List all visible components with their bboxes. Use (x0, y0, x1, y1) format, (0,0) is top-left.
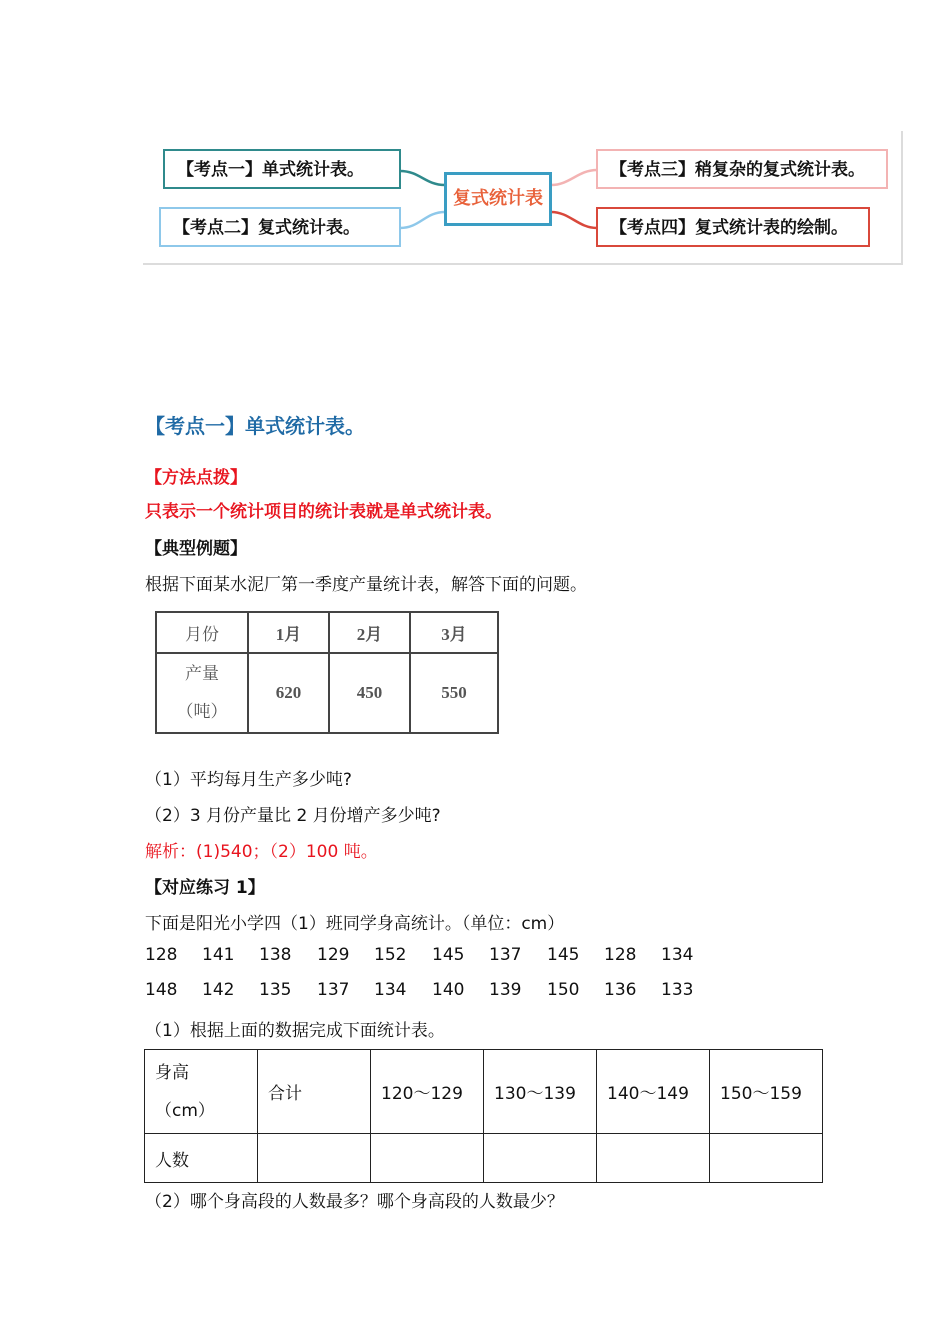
practice-intro: 下面是阳光小学四（1）班同学身高统计。（单位：cm） (145, 914, 565, 934)
month-1: 1月 (248, 612, 329, 653)
col-120-129: 120～129 (371, 1050, 484, 1134)
count-cell[interactable] (710, 1134, 823, 1183)
question-1: （1）平均每月生产多少吨? (145, 770, 352, 790)
connector-1 (400, 171, 445, 185)
method-text: 只表示一个统计项目的统计表就是单式统计表。 (145, 502, 502, 522)
col-140-149: 140～149 (597, 1050, 710, 1134)
example-title: 【典型例题】 (145, 539, 247, 559)
table-header-label: 月份 (156, 612, 248, 653)
row-label: 产量 （吨） (156, 653, 248, 733)
value-3: 550 (410, 653, 498, 733)
question-2: （2）3 月份产量比 2 月份增产多少吨? (145, 806, 441, 826)
mindmap-center: 复式统计表 (444, 172, 552, 226)
col-150-159: 150～159 (710, 1050, 823, 1134)
mindmap-node-1: 【考点一】单式统计表。 (163, 149, 401, 189)
count-cell[interactable] (597, 1134, 710, 1183)
col-130-139: 130～139 (484, 1050, 597, 1134)
practice-title: 【对应练习 1】 (145, 878, 265, 898)
mindmap-node-3: 【考点三】稍复杂的复式统计表。 (596, 149, 888, 189)
practice-question-2: （2）哪个身高段的人数最多？哪个身高段的人数最少？ (145, 1192, 564, 1212)
mindmap-node-2: 【考点二】复式统计表。 (159, 207, 401, 247)
count-cell[interactable] (258, 1134, 371, 1183)
count-cell[interactable] (484, 1134, 597, 1183)
height-table (144, 1049, 823, 1183)
answer: 解析：(1)540；（2）100 吨。 (145, 842, 378, 862)
month-2: 2月 (329, 612, 410, 653)
count-cell[interactable] (371, 1134, 484, 1183)
production-table (155, 611, 499, 734)
value-1: 620 (248, 653, 329, 733)
col-total: 合计 (258, 1050, 371, 1134)
month-3: 3月 (410, 612, 498, 653)
height-label: 身高 （cm） (145, 1050, 258, 1134)
count-label: 人数 (145, 1134, 258, 1183)
example-intro: 根据下面某水泥厂第一季度产量统计表，解答下面的问题。 (145, 575, 587, 595)
practice-question-1: （1）根据上面的数据完成下面统计表。 (145, 1021, 445, 1041)
connector-2 (400, 212, 445, 228)
value-2: 450 (329, 653, 410, 733)
connector-4 (551, 212, 597, 228)
mindmap-node-4: 【考点四】复式统计表的绘制。 (596, 207, 870, 247)
method-title: 【方法点拨】 (145, 468, 247, 488)
connector-3 (551, 170, 597, 185)
section-heading: 【考点一】单式统计表。 (145, 414, 365, 438)
